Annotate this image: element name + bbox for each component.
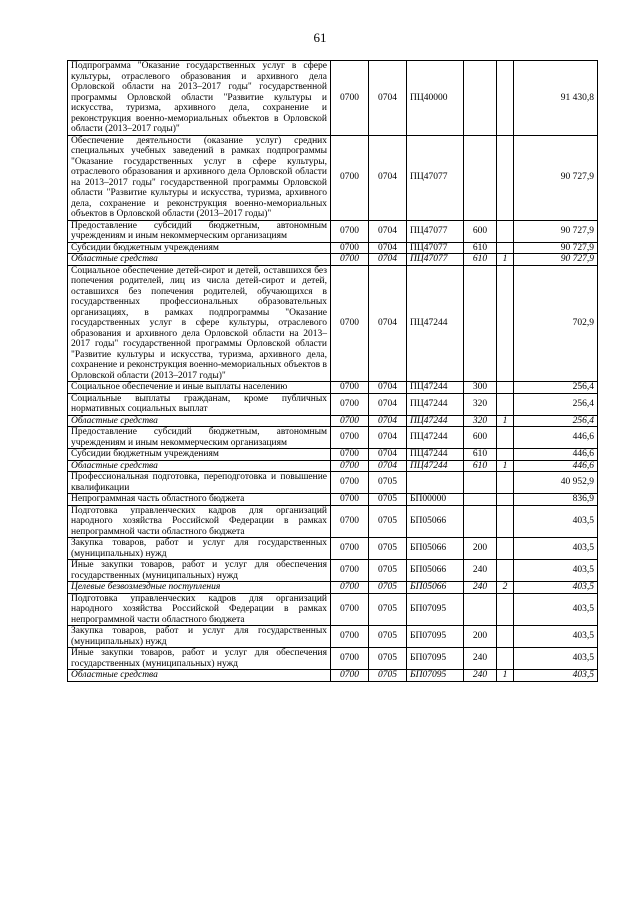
section-code: 0700 (331, 415, 369, 427)
table-row (68, 505, 598, 538)
expense-type-code: 610 (464, 449, 497, 461)
section-code: 0700 (331, 582, 369, 594)
expense-type-code (464, 61, 497, 136)
target-article-code (407, 472, 464, 494)
subsection-code: 0705 (369, 538, 407, 560)
expense-type-code (464, 494, 497, 506)
subsection-code: 0704 (369, 61, 407, 136)
target-article-code: ПЦ47077 (407, 242, 464, 254)
expense-type-code: 240 (464, 560, 497, 582)
section-code: 0700 (331, 460, 369, 472)
section-code: 0700 (331, 220, 369, 242)
funding-source-code (497, 265, 514, 382)
row-name: Закупка товаров, работ и услуг для государственных (муниципальных) нужд (68, 626, 331, 648)
section-code: 0700 (331, 61, 369, 136)
section-code: 0700 (331, 593, 369, 626)
subsection-code: 0705 (369, 648, 407, 670)
section-code: 0700 (331, 135, 369, 220)
amount-value: 403,5 (514, 648, 598, 670)
table-row (68, 670, 598, 682)
amount-value: 256,4 (514, 393, 598, 415)
table-row (68, 494, 598, 506)
section-code: 0700 (331, 648, 369, 670)
expense-type-code: 610 (464, 460, 497, 472)
funding-source-code (497, 648, 514, 670)
expense-type-code: 240 (464, 670, 497, 682)
target-article-code: БП07095 (407, 626, 464, 648)
table-row (68, 242, 598, 254)
section-code: 0700 (331, 472, 369, 494)
target-article-code: БП07095 (407, 670, 464, 682)
target-article-code: ПЦ40000 (407, 61, 464, 136)
table-row (68, 560, 598, 582)
amount-value: 446,6 (514, 427, 598, 449)
amount-value: 90 727,9 (514, 135, 598, 220)
table-row (68, 460, 598, 472)
table-row (68, 648, 598, 670)
target-article-code: БП07095 (407, 648, 464, 670)
row-name: Областные средства (68, 254, 331, 266)
table-row (68, 393, 598, 415)
section-code: 0700 (331, 242, 369, 254)
page-number: 61 (313, 30, 327, 45)
funding-source-code (497, 472, 514, 494)
subsection-code: 0704 (369, 415, 407, 427)
target-article-code: ПЦ47077 (407, 135, 464, 220)
row-name: Иные закупки товаров, работ и услуг для обеспечения государственных (муниципальных) нужд (68, 648, 331, 670)
expense-type-code: 240 (464, 582, 497, 594)
funding-source-code (497, 626, 514, 648)
expense-type-code: 610 (464, 254, 497, 266)
table-row (68, 265, 598, 382)
target-article-code: ПЦ47244 (407, 382, 464, 394)
amount-value: 403,5 (514, 538, 598, 560)
section-code: 0700 (331, 254, 369, 266)
target-article-code: ПЦ47244 (407, 265, 464, 382)
expense-type-code: 200 (464, 538, 497, 560)
funding-source-code: 1 (497, 254, 514, 266)
subsection-code: 0704 (369, 427, 407, 449)
row-name: Профессиональная подготовка, переподготовка и повышение квалификации (68, 472, 331, 494)
funding-source-code (497, 382, 514, 394)
funding-source-code (497, 220, 514, 242)
amount-value: 256,4 (514, 415, 598, 427)
row-name: Социальное обеспечение детей-сирот и детей, оставшихся без попечения родителей, лиц из числа детей-сирот и детей, оставшихся без попечения родителей, обучающихся в государственных профессиональных образовательных организациях, в рамках подпрограммы "Оказание государственных услуг в сфере культуры, отраслевого образования и архивного дела Орловской области на 2013–2017 годы" государственной программы Орловской области "Развитие культуры и искусства, туризма, архивного дела, сохранение и реконструкция военно-мемориальных объектов в Орловской области (2013–2017 годы)" (68, 265, 331, 382)
expense-type-code (464, 135, 497, 220)
target-article-code: ПЦ47244 (407, 415, 464, 427)
expense-type-code: 240 (464, 648, 497, 670)
row-name: Закупка товаров, работ и услуг для государственных (муниципальных) нужд (68, 538, 331, 560)
target-article-code: БП07095 (407, 593, 464, 626)
amount-value: 256,4 (514, 382, 598, 394)
budget-table (67, 60, 598, 682)
section-code: 0700 (331, 449, 369, 461)
row-name: Иные закупки товаров, работ и услуг для обеспечения государственных (муниципальных) нужд (68, 560, 331, 582)
subsection-code: 0705 (369, 505, 407, 538)
amount-value: 403,5 (514, 626, 598, 648)
funding-source-code (497, 560, 514, 582)
expense-type-code: 300 (464, 382, 497, 394)
section-code: 0700 (331, 382, 369, 394)
row-name: Социальное обеспечение и иные выплаты населению (68, 382, 331, 394)
row-name: Целевые безвозмездные поступления (68, 582, 331, 594)
funding-source-code (497, 538, 514, 560)
row-name: Областные средства (68, 460, 331, 472)
expense-type-code: 610 (464, 242, 497, 254)
subsection-code: 0704 (369, 265, 407, 382)
target-article-code: БП05066 (407, 538, 464, 560)
row-name: Предоставление субсидий бюджетным, автономным учреждениям и иным некоммерческим организациям (68, 427, 331, 449)
row-name: Субсидии бюджетным учреждениям (68, 242, 331, 254)
expense-type-code: 600 (464, 220, 497, 242)
table-row (68, 254, 598, 266)
target-article-code: ПЦ47244 (407, 393, 464, 415)
section-code: 0700 (331, 538, 369, 560)
subsection-code: 0704 (369, 135, 407, 220)
amount-value: 40 952,9 (514, 472, 598, 494)
table-row (68, 582, 598, 594)
row-name: Предоставление субсидий бюджетным, автономным учреждениям и иным некоммерческим организациям (68, 220, 331, 242)
subsection-code: 0705 (369, 593, 407, 626)
amount-value: 446,6 (514, 449, 598, 461)
row-name: Субсидии бюджетным учреждениям (68, 449, 331, 461)
subsection-code: 0705 (369, 472, 407, 494)
amount-value: 446,6 (514, 460, 598, 472)
row-name: Социальные выплаты гражданам, кроме публичных нормативных социальных выплат (68, 393, 331, 415)
row-name: Обеспечение деятельности (оказание услуг) средних специальных учебных заведений в рамках подпрограммы "Оказание государственных услуг в сфере культуры, отраслевого образования и архивного дела Орловской области на 2013–2017 годы" государственной программы Орловской области "Развитие культуры и искусства, туризма, архивного дела, сохранение и реконструкция военно-мемориальных объектов в Орловской области (2013–2017 годы)" (68, 135, 331, 220)
expense-type-code (464, 593, 497, 626)
subsection-code: 0704 (369, 382, 407, 394)
row-name: Подпрограмма "Оказание государственных услуг в сфере культуры, отраслевого образования и архивного дела Орловской области на 2013–2017 годы" государственной программы Орловской области "Развитие культуры и искусства, туризма, архивного дела, сохранение и реконструкция военно-мемориальных объектов в Орловской области (2013–2017 годы)" (68, 61, 331, 136)
section-code: 0700 (331, 265, 369, 382)
amount-value: 702,9 (514, 265, 598, 382)
amount-value: 403,5 (514, 560, 598, 582)
section-code: 0700 (331, 494, 369, 506)
amount-value: 403,5 (514, 593, 598, 626)
table-row (68, 382, 598, 394)
target-article-code: ПЦ47077 (407, 220, 464, 242)
section-code: 0700 (331, 393, 369, 415)
expense-type-code (464, 505, 497, 538)
subsection-code: 0705 (369, 560, 407, 582)
subsection-code: 0704 (369, 449, 407, 461)
target-article-code: БП00000 (407, 494, 464, 506)
amount-value: 90 727,9 (514, 254, 598, 266)
table-row (68, 415, 598, 427)
row-name: Подготовка управленческих кадров для организаций народного хозяйства Российской Федерации в рамках непрограммной части областного бюджета (68, 593, 331, 626)
amount-value: 90 727,9 (514, 242, 598, 254)
funding-source-code (497, 427, 514, 449)
table-row (68, 220, 598, 242)
funding-source-code: 1 (497, 460, 514, 472)
table-row (68, 538, 598, 560)
table-row (68, 135, 598, 220)
table-row (68, 626, 598, 648)
row-name: Непрограммная часть областного бюджета (68, 494, 331, 506)
funding-source-code (497, 449, 514, 461)
funding-source-code: 1 (497, 670, 514, 682)
row-name: Областные средства (68, 415, 331, 427)
section-code: 0700 (331, 626, 369, 648)
expense-type-code (464, 472, 497, 494)
subsection-code: 0705 (369, 582, 407, 594)
funding-source-code (497, 135, 514, 220)
table-row (68, 472, 598, 494)
amount-value: 91 430,8 (514, 61, 598, 136)
table-row (68, 427, 598, 449)
target-article-code: ПЦ47244 (407, 460, 464, 472)
subsection-code: 0705 (369, 626, 407, 648)
section-code: 0700 (331, 560, 369, 582)
target-article-code: БП05066 (407, 560, 464, 582)
target-article-code: ПЦ47244 (407, 449, 464, 461)
amount-value: 403,5 (514, 582, 598, 594)
expense-type-code: 200 (464, 626, 497, 648)
amount-value: 90 727,9 (514, 220, 598, 242)
table-row (68, 593, 598, 626)
expense-type-code: 600 (464, 427, 497, 449)
target-article-code: БП05066 (407, 505, 464, 538)
funding-source-code (497, 494, 514, 506)
target-article-code: БП05066 (407, 582, 464, 594)
funding-source-code (497, 393, 514, 415)
subsection-code: 0705 (369, 494, 407, 506)
funding-source-code: 1 (497, 415, 514, 427)
table-row (68, 61, 598, 136)
subsection-code: 0704 (369, 460, 407, 472)
section-code: 0700 (331, 670, 369, 682)
expense-type-code: 320 (464, 393, 497, 415)
expense-type-code (464, 265, 497, 382)
target-article-code: ПЦ47077 (407, 254, 464, 266)
subsection-code: 0704 (369, 254, 407, 266)
section-code: 0700 (331, 505, 369, 538)
funding-source-code (497, 593, 514, 626)
amount-value: 403,5 (514, 505, 598, 538)
target-article-code: ПЦ47244 (407, 427, 464, 449)
funding-source-code (497, 61, 514, 136)
expense-type-code: 320 (464, 415, 497, 427)
subsection-code: 0704 (369, 393, 407, 415)
section-code: 0700 (331, 427, 369, 449)
funding-source-code (497, 505, 514, 538)
subsection-code: 0704 (369, 220, 407, 242)
row-name: Областные средства (68, 670, 331, 682)
funding-source-code: 2 (497, 582, 514, 594)
amount-value: 836,9 (514, 494, 598, 506)
row-name: Подготовка управленческих кадров для организаций народного хозяйства Российской Федерации в рамках непрограммной части областного бюджета (68, 505, 331, 538)
subsection-code: 0704 (369, 242, 407, 254)
table-row (68, 449, 598, 461)
amount-value: 403,5 (514, 670, 598, 682)
subsection-code: 0705 (369, 670, 407, 682)
funding-source-code (497, 242, 514, 254)
